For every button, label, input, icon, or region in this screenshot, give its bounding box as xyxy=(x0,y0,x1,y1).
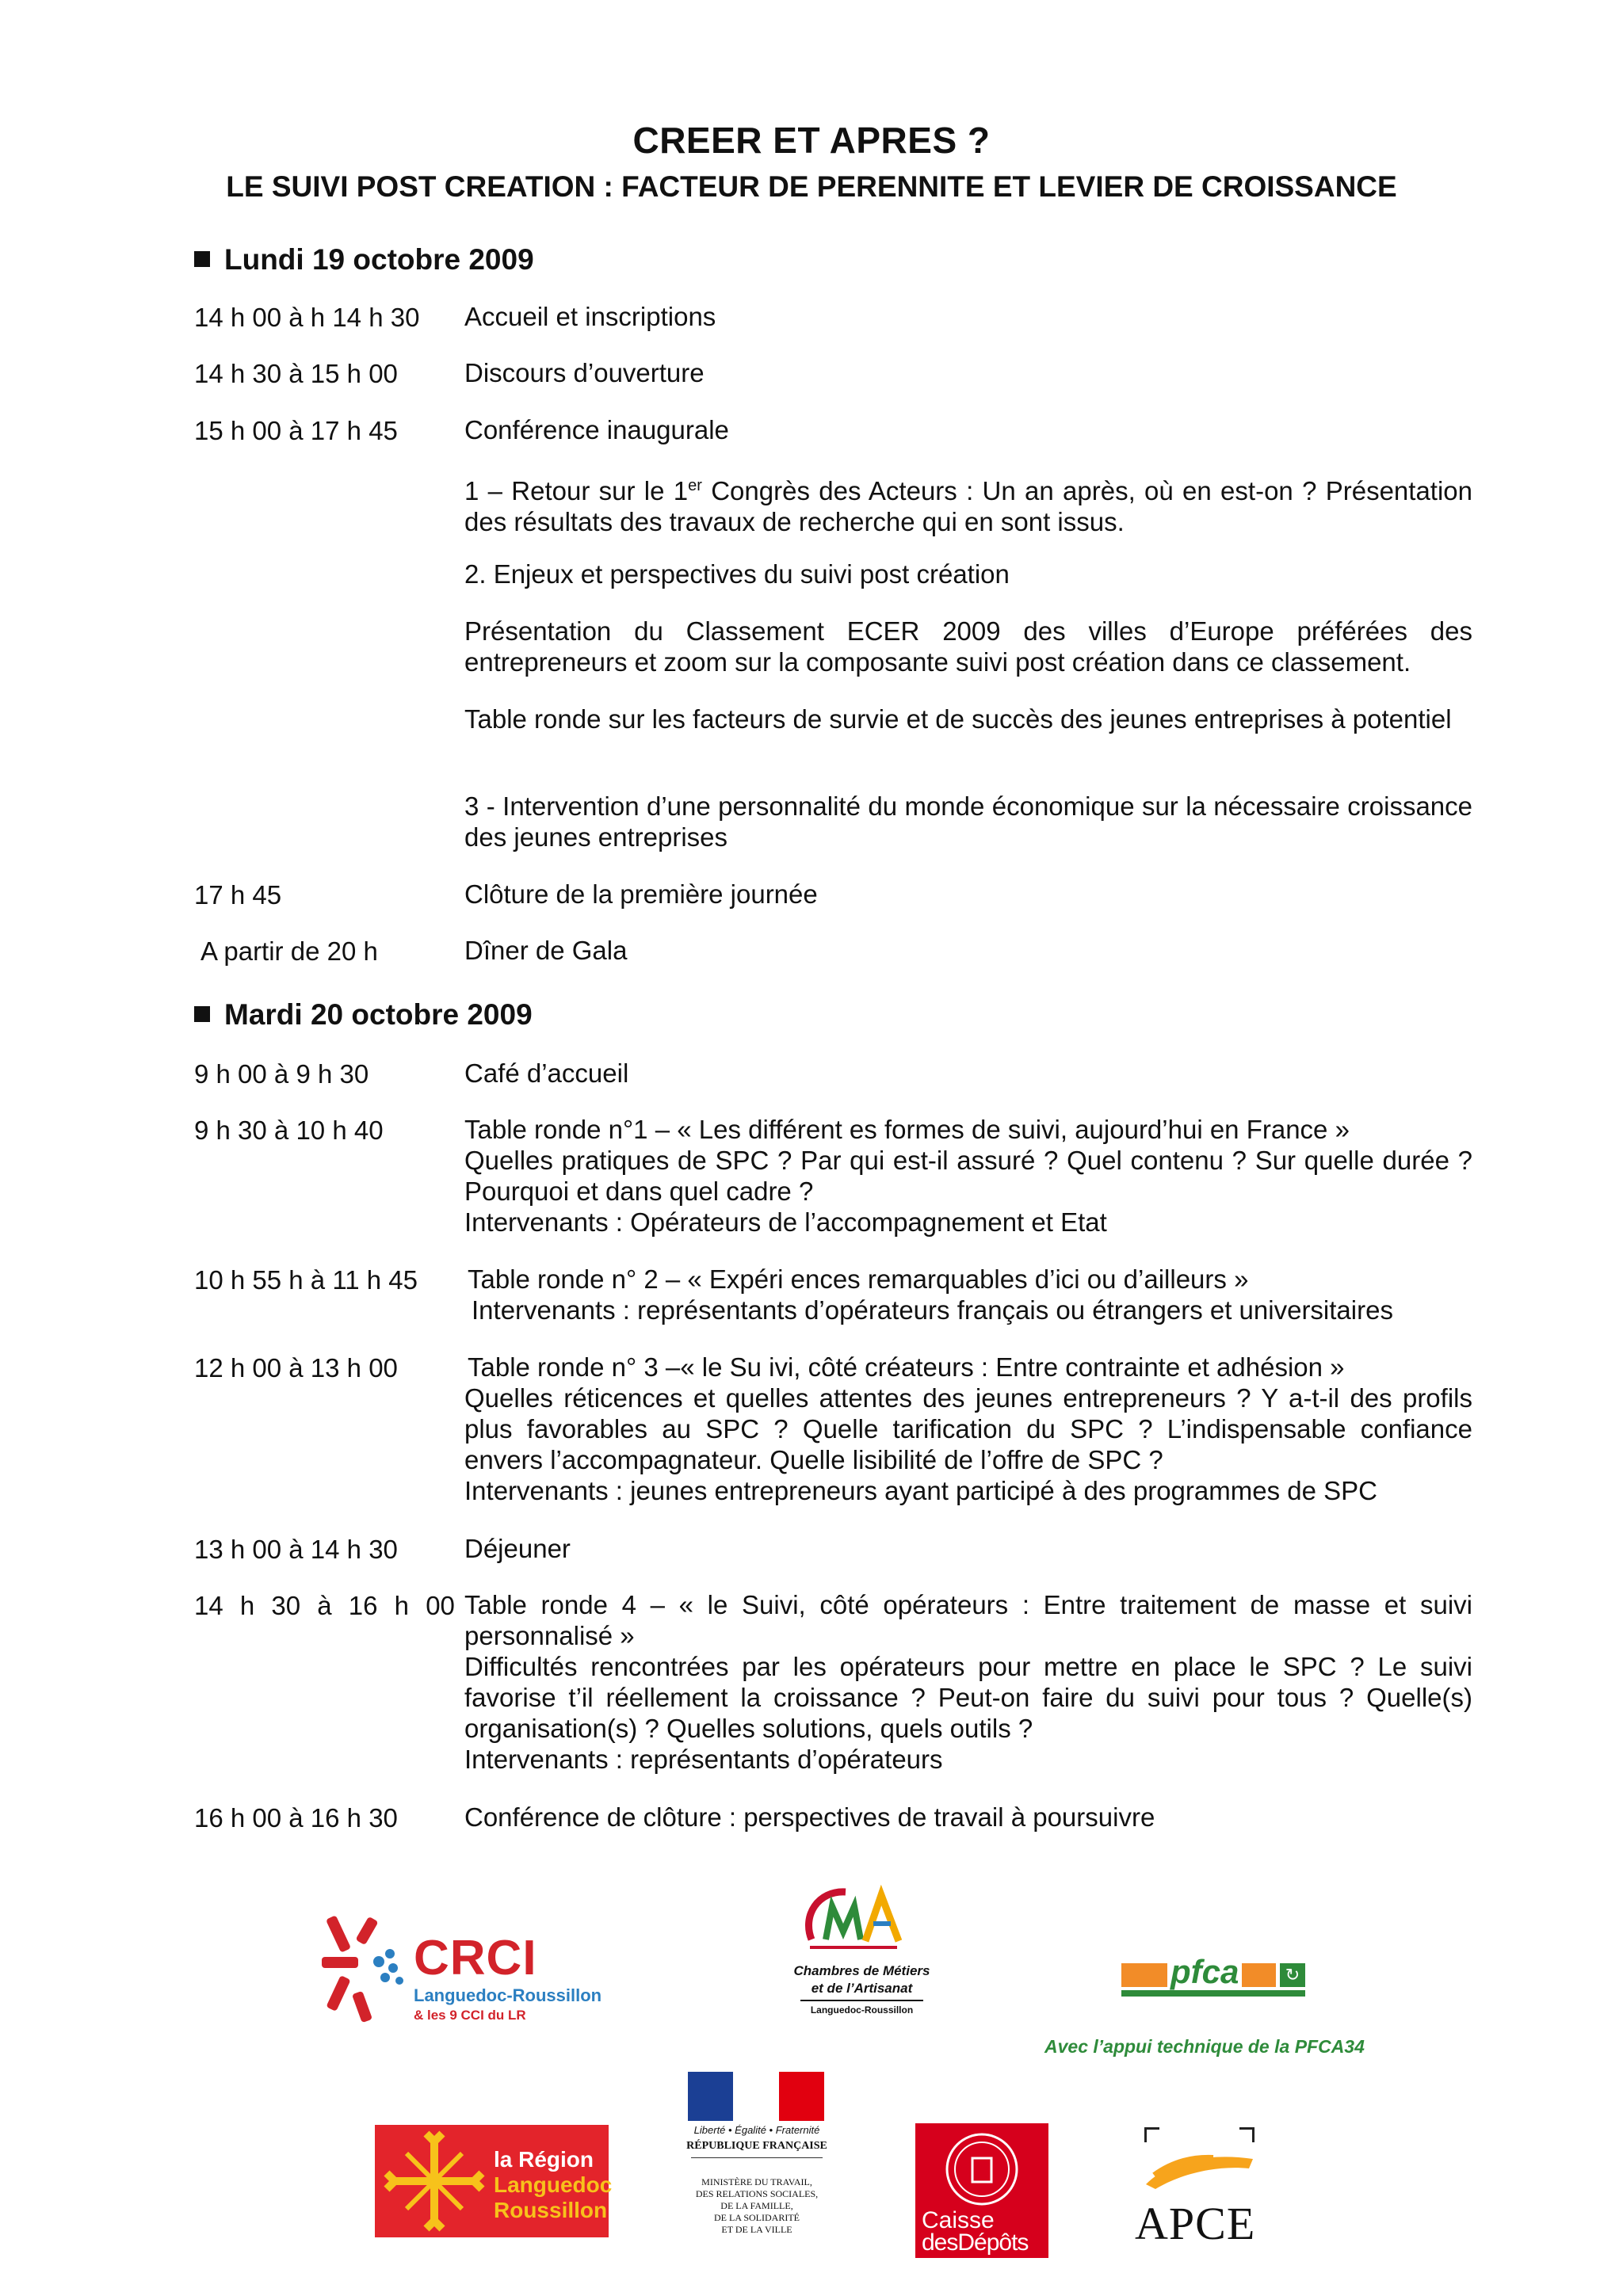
apce-swoosh-icon xyxy=(1138,2137,1257,2200)
schedule-item: Discours d’ouverture xyxy=(464,358,705,387)
day1-label: Lundi 19 octobre 2009 xyxy=(224,243,534,276)
round-table-2 xyxy=(468,1264,1476,1325)
crci-name: CRCI xyxy=(414,1931,537,1985)
conference-paragraph xyxy=(464,471,1472,537)
region-line2: Languedoc xyxy=(494,2172,613,2197)
page-title: CREER ET APRES ? xyxy=(632,120,991,161)
rf-motto: Liberté • Égalité • Fraternité xyxy=(693,2124,820,2136)
schedule-time: 12 h 00 à 13 h 00 xyxy=(194,1353,398,1383)
ministry-line: MINISTÈRE DU TRAVAIL, xyxy=(701,2176,812,2187)
cma-line1: Chambres de Métiers xyxy=(793,1963,930,1978)
round-table-title: Table ronde 4 – « le Suivi, côté opérateurs : Entre traitement de masse et suivi personnalisé » xyxy=(464,1590,1472,1650)
paragraph-text: 1 – Retour sur le 1 xyxy=(464,476,689,505)
conference-paragraph: Table ronde sur les facteurs de survie et de succès des jeunes entreprises à potentiel xyxy=(464,704,1452,734)
pfca-name: pfca xyxy=(1167,1955,1242,1989)
round-table-questions: Quelles réticences et quelles attentes des jeunes entrepreneurs ? Y a-t-il des profils plus favorables au SPC ? Quelle tarification du SPC ? L’indispensable confiance envers l’accompagnateur. Quelle lisibilité de l’offre de SPC ? xyxy=(464,1383,1472,1474)
crci-region: Languedoc-Roussillon xyxy=(414,1985,602,2005)
republique-francaise-logo xyxy=(682,2072,848,2254)
apce-name: APCE xyxy=(1135,2198,1256,2249)
cma-logo xyxy=(792,1884,951,2035)
region-line1: la Région xyxy=(494,2147,594,2172)
round-table-4 xyxy=(464,1589,1472,1775)
schedule-time: 13 h 00 à 14 h 30 xyxy=(194,1535,398,1564)
bullet-square-icon xyxy=(194,1006,210,1022)
pfca-logo xyxy=(1121,1953,1312,2003)
occitan-cross-icon xyxy=(383,2130,486,2233)
round-table-questions: Quelles pratiques de SPC ? Par qui est-il assuré ? Quel contenu ? Sur quelle durée ? Pourquoi et dans quel cadre ? xyxy=(464,1146,1472,1206)
recycle-icon: ↻ xyxy=(1280,1963,1305,1987)
ministry-line: DE LA SOLIDARITÉ xyxy=(714,2212,800,2223)
round-table-title: Table ronde n°1 – « Les différent es formes de suivi, aujourd’hui en France » xyxy=(464,1115,1350,1144)
round-table-1 xyxy=(464,1114,1472,1238)
schedule-item: Clôture de la première journée xyxy=(464,879,818,909)
flag-icon xyxy=(688,2072,824,2121)
conference-paragraph: 3 - Intervention d’une personnalité du monde économique sur la nécessaire croissance des jeunes entreprises xyxy=(464,791,1472,852)
ministry-line: DE LA FAMILLE, xyxy=(720,2200,793,2211)
schedule-time: 17 h 45 xyxy=(194,880,282,910)
day1-heading xyxy=(194,243,534,277)
schedule-item: Dîner de Gala xyxy=(464,936,628,965)
cdc-line1: Caisse xyxy=(922,2207,995,2233)
crci-logo xyxy=(317,1909,634,2036)
cma-line3: Languedoc-Roussillon xyxy=(810,2004,914,2016)
paragraph-text: Congrès des Acteurs : Un an après, où en est-on ? Présentation des résultats des travaux de recherche qui en sont issus. xyxy=(464,476,1473,536)
schedule-time: 15 h 00 à 17 h 45 xyxy=(194,416,398,445)
schedule-item: Conférence inaugurale xyxy=(464,415,729,444)
conference-paragraph: 2. Enjeux et perspectives du suivi post création xyxy=(464,559,1010,589)
rf-name: RÉPUBLIQUE FRANÇAISE xyxy=(686,2140,827,2152)
pfca-caption: Avec l’appui technique de la PFCA34 xyxy=(1044,2036,1365,2057)
bullet-square-icon xyxy=(194,251,210,267)
cma-divider xyxy=(800,2000,923,2001)
seal-icon xyxy=(942,2130,1022,2209)
day2-label: Mardi 20 octobre 2009 xyxy=(224,998,533,1031)
schedule-item: Café d’accueil xyxy=(464,1058,629,1088)
rf-divider xyxy=(691,2157,823,2158)
schedule-item: Accueil et inscriptions xyxy=(464,302,716,331)
round-table-speakers: Intervenants : Opérateurs de l’accompagnement et Etat xyxy=(464,1207,1107,1237)
schedule-time: 9 h 00 à 9 h 30 xyxy=(194,1059,369,1089)
schedule-time: 14 h 00 à h 14 h 30 xyxy=(194,303,420,332)
crci-symbol-icon xyxy=(317,1909,412,2028)
round-table-title: Table ronde n° 3 –« le Su ivi, côté créateurs : Entre contrainte et adhésion » xyxy=(468,1352,1345,1382)
schedule-item: Conférence de clôture : perspectives de travail à poursuivre xyxy=(464,1802,1155,1832)
apce-logo xyxy=(1135,2127,1277,2254)
crci-subtitle: & les 9 CCI du LR xyxy=(414,2008,526,2023)
schedule-item: Déjeuner xyxy=(464,1534,571,1563)
rf-ministry xyxy=(682,2176,832,2236)
pfca-underline xyxy=(1121,1990,1305,1997)
region-logo xyxy=(375,2125,613,2237)
schedule-time: 10 h 55 h à 11 h 45 xyxy=(194,1265,418,1295)
round-table-3 xyxy=(464,1352,1472,1506)
round-table-questions: Difficultés rencontrées par les opérateurs pour mettre en place le SPC ? Le suivi favorise t’il réellement la croissance ? Peut-on faire du suivi pour tous ? Quelle(s) organisation(s) ? Quelles solutions, quels outils ? xyxy=(464,1652,1472,1743)
cdc-line2: desDépôts xyxy=(922,2229,1029,2256)
caisse-des-depots-logo xyxy=(915,2123,1048,2258)
ministry-line: DES RELATIONS SOCIALES, xyxy=(695,2188,819,2199)
round-table-speakers: Intervenants : représentants d’opérateurs xyxy=(464,1745,943,1774)
conference-paragraph: Présentation du Classement ECER 2009 des villes d’Europe préférées des entrepreneurs et zoom sur la composante suivi post création dans ce classement. xyxy=(464,616,1472,677)
schedule-time: A partir de 20 h xyxy=(200,936,378,966)
round-table-speakers: Intervenants : jeunes entrepreneurs ayant participé à des programmes de SPC xyxy=(464,1476,1377,1505)
schedule-time: 14 h 30 à 16 h 00 xyxy=(194,1591,455,1620)
cma-symbol-icon xyxy=(802,1884,905,1955)
cma-line2: et de l’Artisanat xyxy=(811,1981,913,1996)
page-subtitle: LE SUIVI POST CREATION : FACTEUR DE PERENNITE ET LEVIER DE CROISSANCE xyxy=(226,170,1397,203)
schedule-time: 14 h 30 à 15 h 00 xyxy=(194,359,398,388)
day2-heading xyxy=(194,998,533,1032)
region-line3: Roussillon xyxy=(494,2198,608,2222)
round-table-speakers: Intervenants : représentants d’opérateurs français ou étrangers et universitaires xyxy=(472,1295,1393,1325)
round-table-title: Table ronde n° 2 – « Expéri ences remarquables d’ici ou d’ailleurs » xyxy=(468,1264,1249,1294)
superscript: er xyxy=(688,477,702,494)
schedule-time: 9 h 30 à 10 h 40 xyxy=(194,1116,384,1145)
schedule-time: 16 h 00 à 16 h 30 xyxy=(194,1803,398,1833)
ministry-line: ET DE LA VILLE xyxy=(721,2224,792,2235)
